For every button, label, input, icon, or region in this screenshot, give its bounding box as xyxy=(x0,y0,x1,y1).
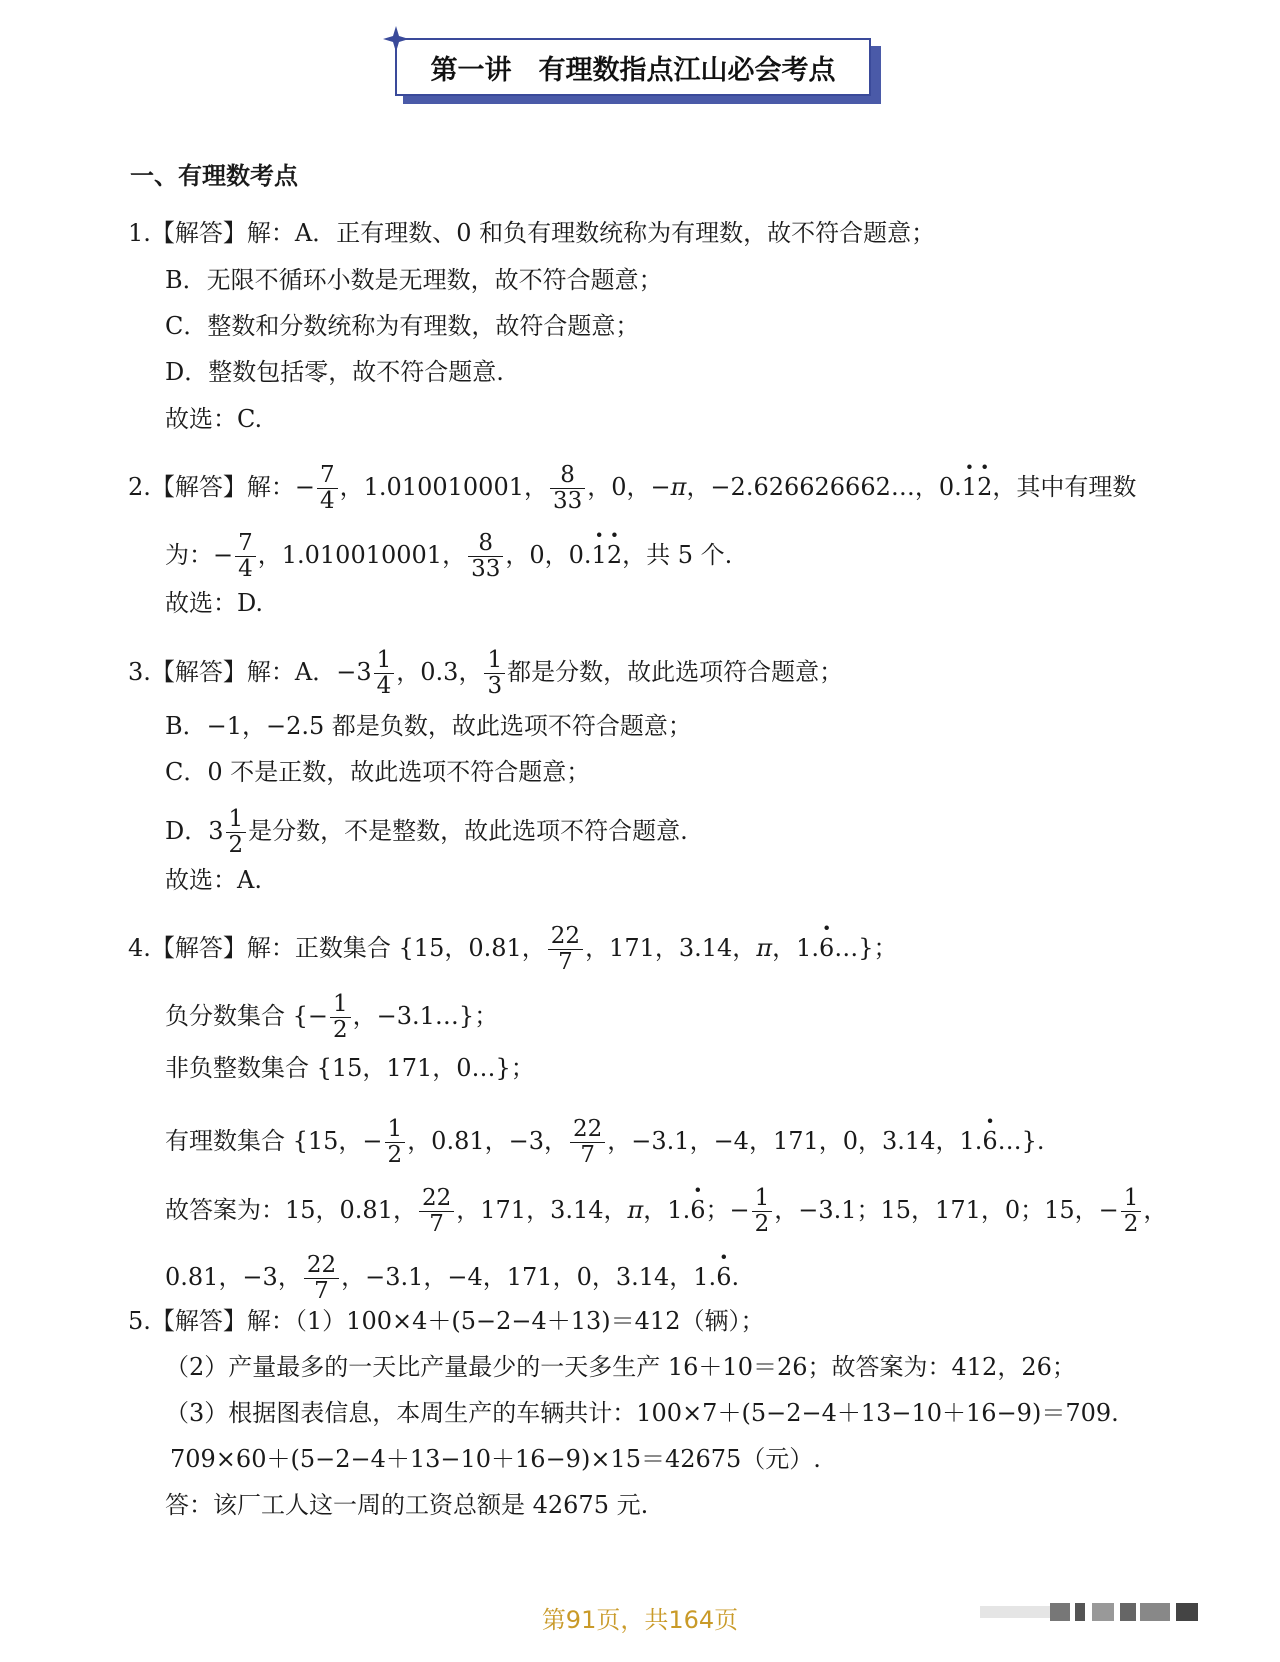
q5-line-5: 答：该厂工人这一周的工资总额是 42675 元. xyxy=(165,1491,649,1519)
fraction: $\frac{22}{7}$ xyxy=(570,1117,605,1168)
q3-choice: 故选：A. xyxy=(165,866,262,894)
q2-choice: 故选：D. xyxy=(165,589,264,617)
q3-line-a: 3.【解答】解：A．−3 $\frac{1}{4}$ ，0.3， $\frac{1}{3}$ 都是分数，故此选项符合题意； xyxy=(128,647,844,699)
fraction: $\frac{1}{2}$ xyxy=(330,992,351,1043)
q2-line-2: 为：− $\frac{7}{4}$ ，1.010010001， $\frac{8}{33}$ ，0，0.· 1· 2，共 5 个. xyxy=(165,531,732,582)
q1-line-a: 1.【解答】解：A．正有理数、0 和负有理数统称为有理数，故不符合题意； xyxy=(128,219,936,247)
q5-line-2: （2）产量最多的一天比产量最少的一天多生产 16＋10＝26；故答案为：412，26； xyxy=(165,1353,1076,1381)
fraction: $\frac{22}{7}$ xyxy=(548,924,583,975)
fraction: $\frac{1}{4}$ xyxy=(374,648,395,699)
fraction: $\frac{1}{2}$ xyxy=(385,1117,406,1168)
page-indicator: 第91页，共164页 xyxy=(541,1606,739,1634)
fraction: $\frac{1}{2}$ xyxy=(1121,1186,1142,1237)
q5-line-4: 709×60＋(5−2−4＋13−10＋16−9)×15＝42675（元）. xyxy=(170,1445,821,1473)
page-title: 第一讲 有理数指点江山必会考点 xyxy=(395,38,871,96)
q3-line-d: D．3 $\frac{1}{2}$ 是分数，不是整数，故此选项不符合题意. xyxy=(165,806,688,858)
q2-line-1: 2.【解答】解：− $\frac{7}{4}$ ，1.010010001， $\frac{8}{33}$ ，0，−π，−2.626626662…，0.· 1· 2，其中有理数 xyxy=(128,463,1136,514)
star-icon xyxy=(383,26,409,52)
q4-rational-set: 有理数集合 {15，− $\frac{1}{2}$ ，0.81，−3， $\frac{22}{7}$ ，−3.1，−4，171，0，3.14，1.· 6…}. xyxy=(165,1117,1045,1168)
q5-line-3: （3）根据图表信息，本周生产的车辆共计：100×7＋(5−2−4＋13−10＋16−9)＝709. xyxy=(165,1399,1119,1427)
q4-negative-fraction-set: 负分数集合 {− $\frac{1}{2}$ ，−3.1…}； xyxy=(165,991,499,1043)
fraction: $\frac{1}{2}$ xyxy=(226,807,247,858)
fraction: $\frac{22}{7}$ xyxy=(304,1253,339,1304)
fraction: $\frac{1}{2}$ xyxy=(752,1186,773,1237)
q3-line-b: B．−1，−2.5 都是负数，故此选项不符合题意； xyxy=(165,712,692,740)
title-banner xyxy=(395,38,885,108)
q4-answer-line-1: 故答案为：15，0.81， $\frac{22}{7}$ ，171，3.14，π，1.· 6；− $\frac{1}{2}$ ，−3.1；15，171，0；15，− $\frac{1}{2}$ ， xyxy=(165,1186,1167,1237)
toolbar-icon-strip[interactable] xyxy=(980,1600,1240,1624)
fraction: $\frac{1}{3}$ xyxy=(484,648,505,699)
q3-line-c: C．0 不是正数，故此选项不符合题意； xyxy=(165,758,591,786)
section-heading: 一、有理数考点 xyxy=(130,162,298,190)
fraction: $\frac{7}{4}$ xyxy=(317,463,338,514)
fraction: $\frac{8}{33}$ xyxy=(550,463,585,514)
fraction: $\frac{8}{33}$ xyxy=(468,531,503,582)
q1-line-c: C．整数和分数统称为有理数，故符合题意； xyxy=(165,312,640,340)
fraction: $\frac{22}{7}$ xyxy=(419,1186,454,1237)
q1-line-b: B．无限不循环小数是无理数，故不符合题意； xyxy=(165,266,663,294)
q4-positive-set: 4.【解答】解：正数集合 {15，0.81， $\frac{22}{7}$ ，171，3.14，π，1.· 6…}； xyxy=(128,924,898,975)
q4-nonnegative-integer-set: 非负整数集合 {15，171，0…}； xyxy=(165,1054,535,1082)
fraction: $\frac{7}{4}$ xyxy=(235,531,256,582)
q1-choice: 故选：C. xyxy=(165,405,263,433)
q4-answer-line-2: 0.81，−3， $\frac{22}{7}$ ，−3.1，−4，171，0，3.14，1.· 6. xyxy=(165,1253,739,1304)
q1-line-d: D．整数包括零，故不符合题意. xyxy=(165,358,504,386)
q5-line-1: 5.【解答】解：（1）100×4＋(5−2−4＋13)＝412（辆）； xyxy=(128,1307,765,1335)
